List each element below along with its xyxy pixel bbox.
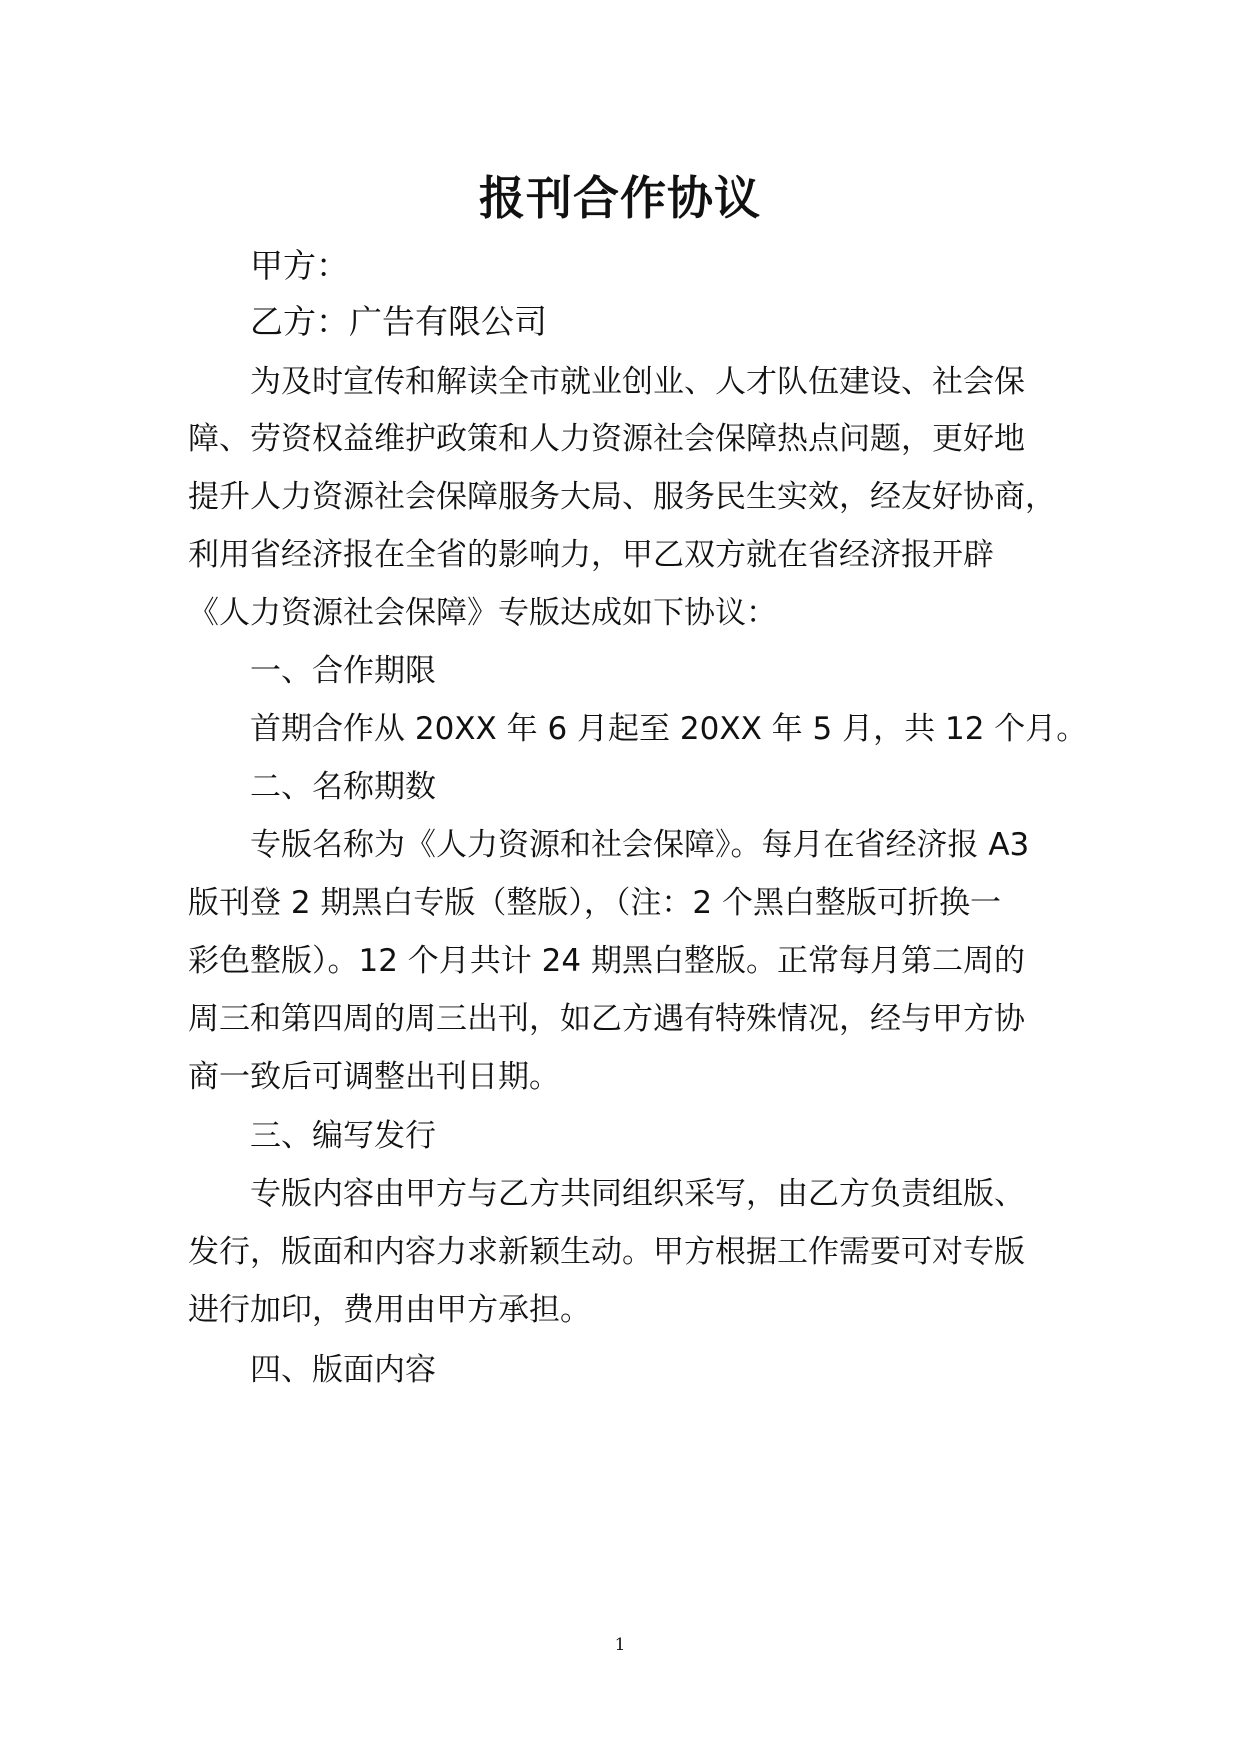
section-text-line: 周三和第四周的周三出刊，如乙方遇有特殊情况，经与甲方协 xyxy=(188,1001,1025,1037)
intro-line: 提升人力资源社会保障服务大局、服务民生实效，经友好协商， xyxy=(188,479,1056,515)
intro-line: 障、劳资权益维护政策和人力资源社会保障热点问题，更好地 xyxy=(188,421,1025,457)
section-text-line: 专版内容由甲方与乙方共同组织采写，由乙方负责组版、 xyxy=(250,1176,1025,1212)
party-b-line: 乙方：广告有限公司 xyxy=(250,302,547,341)
intro-line: 为及时宣传和解读全市就业创业、人才队伍建设、社会保 xyxy=(250,364,1025,400)
party-a-line: 甲方： xyxy=(250,246,349,285)
section-text-line: 彩色整版）。12 个月共计 24 期黑白整版。正常每月第二周的 xyxy=(188,943,1025,979)
section-text-line: 进行加印，费用由甲方承担。 xyxy=(188,1292,591,1328)
section-heading: 四、版面内容 xyxy=(250,1352,436,1388)
section-text-line: 首期合作从 20XX 年 6 月起至 20XX 年 5 月，共 12 个月。 xyxy=(250,711,1088,747)
intro-line: 《人力资源社会保障》专版达成如下协议： xyxy=(188,595,777,631)
section-text-line: 专版名称为《人力资源和社会保障》。每月在省经济报 A3 xyxy=(250,827,1030,863)
section-text-line: 版刊登 2 期黑白专版（整版），（注：2 个黑白整版可折换一 xyxy=(188,885,1002,921)
section-heading: 二、名称期数 xyxy=(250,769,436,805)
section-heading: 三、编写发行 xyxy=(250,1118,436,1154)
section-text-line: 商一致后可调整出刊日期。 xyxy=(188,1059,560,1095)
section-text-line: 发行，版面和内容力求新颖生动。甲方根据工作需要可对专版 xyxy=(188,1234,1025,1270)
intro-line: 利用省经济报在全省的影响力，甲乙双方就在省经济报开辟 xyxy=(188,537,994,573)
section-heading: 一、合作期限 xyxy=(250,653,436,689)
page-number: 1 xyxy=(614,1635,626,1655)
document-title: 报刊合作协议 xyxy=(479,171,761,225)
